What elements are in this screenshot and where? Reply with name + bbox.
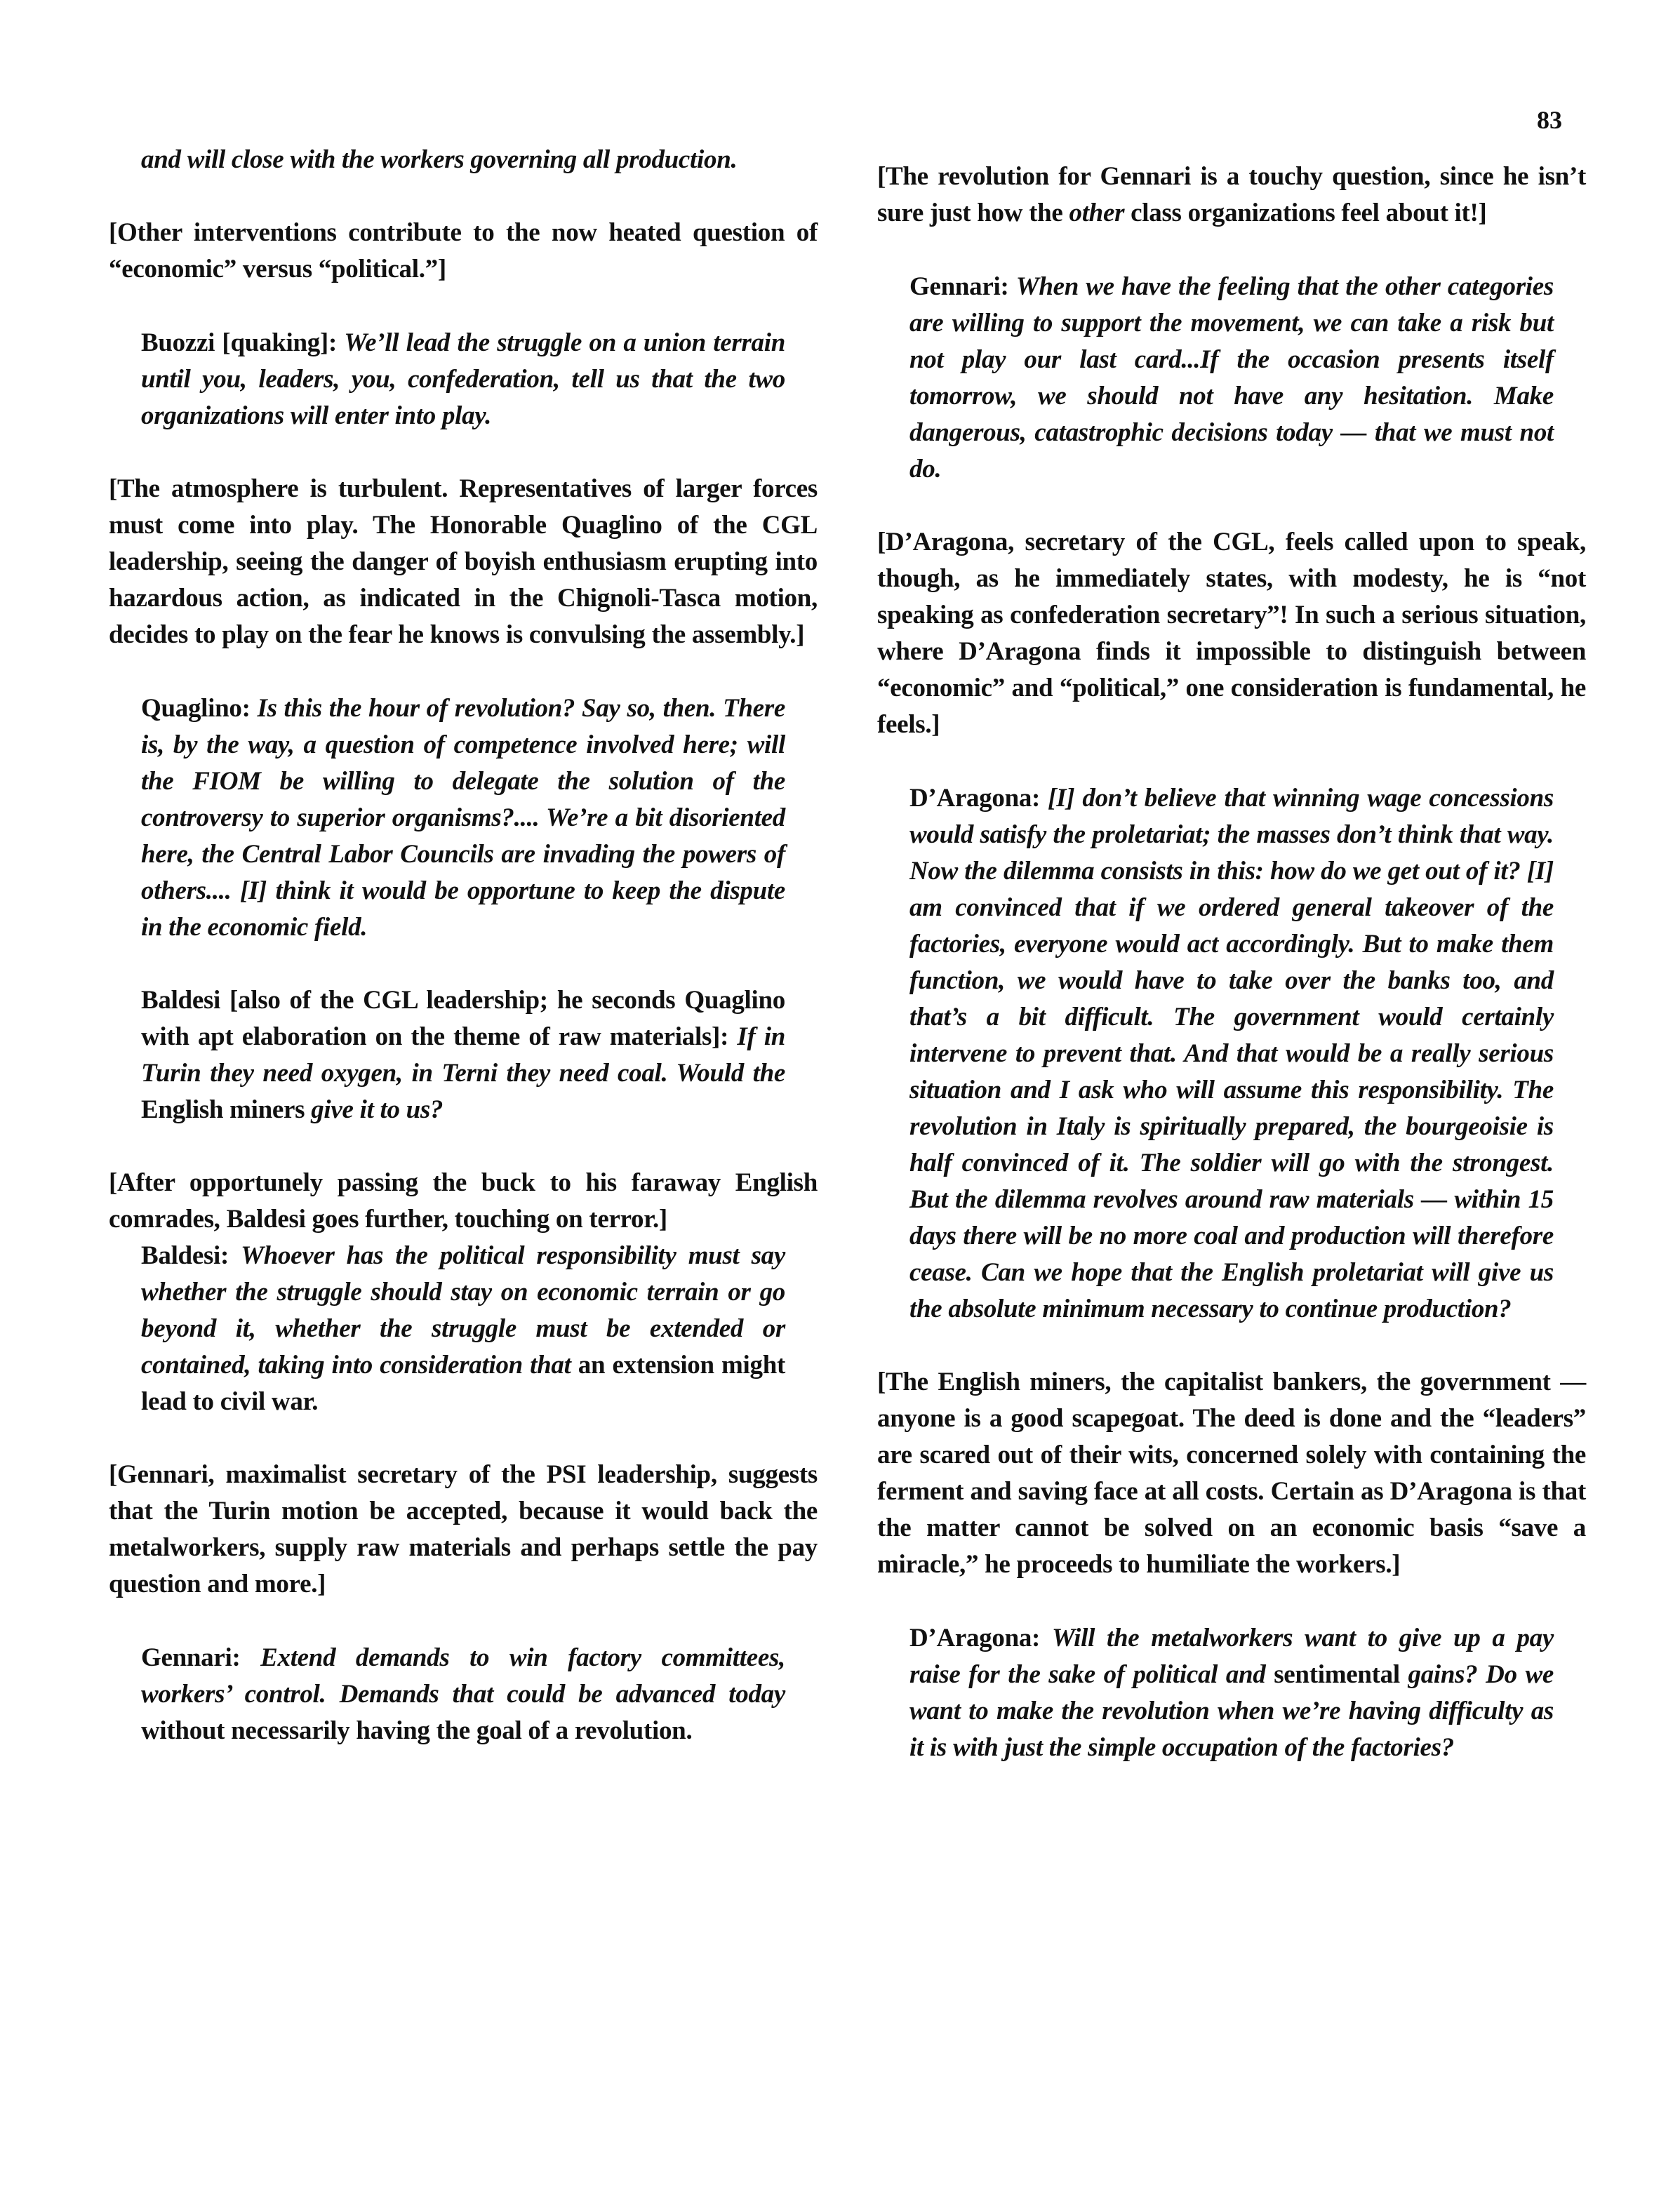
speaker-label: Gennari: — [909, 272, 1016, 301]
roman-text: without necessarily having the goal of a revolution. — [141, 1716, 693, 1745]
speech-quote — [909, 780, 1554, 1328]
speaker-label: Gennari: — [141, 1643, 261, 1672]
right-column — [877, 159, 1586, 1803]
speech-quote — [909, 269, 1554, 488]
speaker-label: Baldesi [also of the CGL leadership; he seconds Quaglino with apt elaboration on the theme of raw materials]: — [141, 986, 785, 1051]
italic-text: If in Turin they need oxygen, in Terni they need coal. Would the — [141, 1022, 785, 1088]
italic-text: Whoever has the political responsibility must say whether the struggle should stay on economic terrain or go beyond it, whether the struggle must be extended or contained, taking into consideration that — [141, 1241, 785, 1380]
roman-text: [D’Aragona, secretary of the CGL, feels called upon to speak, though, as he immediately states, with modesty, he is “not speaking as confederation secretary”! In such a serious situation, where D’Aragona finds it impossible to distinguish between “economic” and “political,” one consideration is fundamental, he feels.] — [877, 528, 1586, 739]
page-number: 83 — [1537, 106, 1562, 134]
speech-quote — [141, 142, 785, 178]
speech-quote — [141, 690, 785, 946]
italic-text: [I] don’t believe that winning wage concessions would satisfy the proletariat; the masses don’t think that way. Now the dilemma consists in this: how do we get out of it? [I] am convinced that if we ordered general takeover of the factories, everyone would act accordingly. But to make them function, we would have to take over the banks too, and that’s a bit difficult. The government would certainly intervene to prevent that. And that would be a really serious situation and I ask who will assume this responsibility. The revolution in Italy is spiritually prepared, the bourgeoisie is half convinced of it. The soldier will go with the strongest. But the dilemma revolves around raw materials — within 15 days there will be no more coal and production will therefore cease. Can we hope that the English proletariat will give us the absolute minimum necessary to continue production? — [909, 784, 1554, 1323]
italic-text: We’ll lead the struggle on a union terrain until you, leaders, you, confederation, tell us that the two organizations will enter into play. — [141, 328, 785, 430]
narrative-paragraph — [877, 159, 1586, 232]
narrative-paragraph — [877, 1364, 1586, 1583]
speech-quote — [909, 1620, 1554, 1766]
roman-text: class organizations feel about it!] — [1124, 199, 1487, 227]
speaker-label: D’Aragona: — [909, 1624, 1052, 1652]
roman-text: English miners — [141, 1095, 312, 1124]
narrative-paragraph: [After opportunely passing the buck to his faraway English comrades, Baldesi goes further, touching on terror.] — [109, 1168, 818, 1234]
roman-text: an extension might lead to civil war. — [141, 1351, 785, 1416]
roman-text: sentimental — [1274, 1660, 1400, 1689]
italic-text: gains? Do we want to make the revolution when we’re having difficulty as it is with just the simple occupation of the factories? — [909, 1660, 1554, 1762]
roman-text: [The revolution for Gennari is a touchy question, since he isn’t sure just how the — [877, 162, 1586, 227]
italic-text: other — [1069, 199, 1125, 227]
narrative-paragraph: [Gennari, maximalist secretary of the PSI leadership, suggests that the Turin motion be accepted, because it would back the metalworkers, supply raw materials and perhaps settle the pay question and more.] — [109, 1460, 818, 1598]
speech-quote — [141, 982, 785, 1128]
narrative-paragraph — [877, 524, 1586, 743]
narrative-paragraph: [Other interventions contribute to the now heated question of “economic” versus “political.”] — [109, 218, 818, 283]
speaker-label: Baldesi: — [141, 1241, 241, 1270]
italic-text: When we have the feeling that the other categories are willing to support the movement, we can take a risk but not play our last card...If the occasion presents itself tomorrow, we should not have any hesitation. Make dangerous, catastrophic decisions today — that we must not do. — [909, 272, 1554, 483]
speech-quote — [141, 1640, 785, 1749]
left-column — [109, 142, 818, 1786]
italic-text: and will close with the workers governing all production. — [141, 145, 738, 174]
italic-text: Extend demands to win factory committees, workers’ control. Demands that could be advanced today — [141, 1643, 785, 1709]
speech-quote — [141, 325, 785, 434]
italic-text: give it to us? — [311, 1095, 444, 1124]
roman-text: [The English miners, the capitalist bankers, the government — anyone is a good scapegoat. The deed is done and the “leaders” are scared out of their wits, concerned solely with containing the ferment and saving face at all costs. Certain as D’Aragona is that the matter cannot be solved on an economic basis “save a miracle,” he proceeds to humiliate the workers.] — [877, 1368, 1586, 1579]
speaker-label: Quaglino: — [141, 694, 258, 723]
italic-text: Will the metalworkers want to give up a pay raise for the sake of political and — [909, 1624, 1554, 1689]
speech-quote — [141, 1238, 785, 1420]
speaker-label: Buozzi [quaking]: — [141, 328, 345, 357]
speaker-label: D’Aragona: — [909, 784, 1048, 813]
italic-text: Is this the hour of revolution? Say so, then. There is, by the way, a question of competence involved here; will the FIOM be willing to delegate the solution of the controversy to superior organisms?.... We’re a bit disoriented here, the Central Labor Councils are invading the powers of others.... [I] think it would be opportune to keep the dispute in the economic field. — [141, 694, 785, 942]
narrative-paragraph: [The atmosphere is turbulent. Representatives of larger forces must come into play. The Honorable Quaglino of the CGL leadership, seeing the danger of boyish enthusiasm erupting into hazardous action, as indicated in the Chignoli-Tasca motion, decides to play on the fear he knows is convulsing the assembly.] — [109, 474, 818, 649]
